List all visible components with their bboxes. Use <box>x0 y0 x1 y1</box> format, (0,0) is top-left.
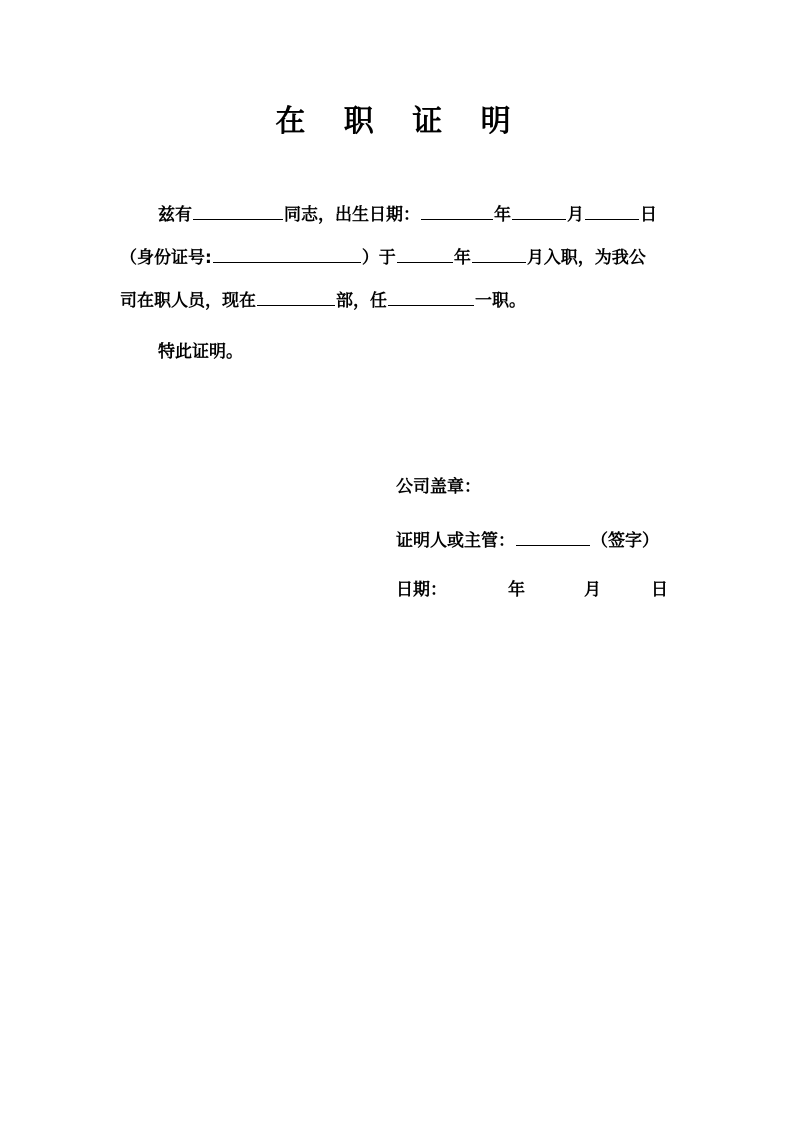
certifier-line <box>396 526 659 550</box>
text-year: 年 <box>494 205 511 225</box>
text-entry-rest: 月入职，为我公 <box>526 248 646 268</box>
text-position: 一职。 <box>475 291 526 311</box>
date-day: 日 <box>651 580 668 600</box>
text-department: 部，任 <box>336 291 387 311</box>
text-day: 日 <box>640 205 657 225</box>
birth-year-blank[interactable] <box>421 200 493 220</box>
paragraph-line-4 <box>158 340 243 364</box>
text-id-open: （身份证号: <box>120 248 212 268</box>
text-certify: 特此证明。 <box>158 342 243 362</box>
document-title: 在 职 证 明 <box>275 104 525 139</box>
position-blank[interactable] <box>388 286 474 306</box>
paragraph-line-3 <box>120 286 526 310</box>
certifier-label: 证明人或主管： <box>396 531 515 551</box>
text-year-2: 年 <box>453 248 471 268</box>
paragraph-line-2 <box>120 243 646 267</box>
id-number-blank[interactable] <box>213 243 361 263</box>
text-id-close: ）于 <box>361 248 396 268</box>
date-line <box>396 578 671 602</box>
department-blank[interactable] <box>257 286 335 306</box>
date-year: 年 <box>508 580 525 600</box>
name-blank[interactable] <box>193 200 283 220</box>
paragraph-line-1 <box>158 200 657 224</box>
sign-note: （签字） <box>591 531 659 551</box>
text-company-staff: 司在职人员，现在 <box>120 291 256 311</box>
company-seal-line <box>396 475 481 499</box>
text-month: 月 <box>567 205 584 225</box>
birth-day-blank[interactable] <box>585 200 639 220</box>
date-label: 日期： <box>396 580 447 600</box>
birth-month-blank[interactable] <box>512 200 566 220</box>
text-tongzhi: 同志，出生日期： <box>284 205 420 225</box>
date-month: 月 <box>584 580 601 600</box>
entry-year-blank[interactable] <box>397 243 453 263</box>
certifier-signature-blank[interactable] <box>516 526 590 546</box>
company-seal-label: 公司盖章： <box>396 477 481 497</box>
entry-month-blank[interactable] <box>472 243 526 263</box>
text-ziyou: 兹有 <box>158 205 192 225</box>
